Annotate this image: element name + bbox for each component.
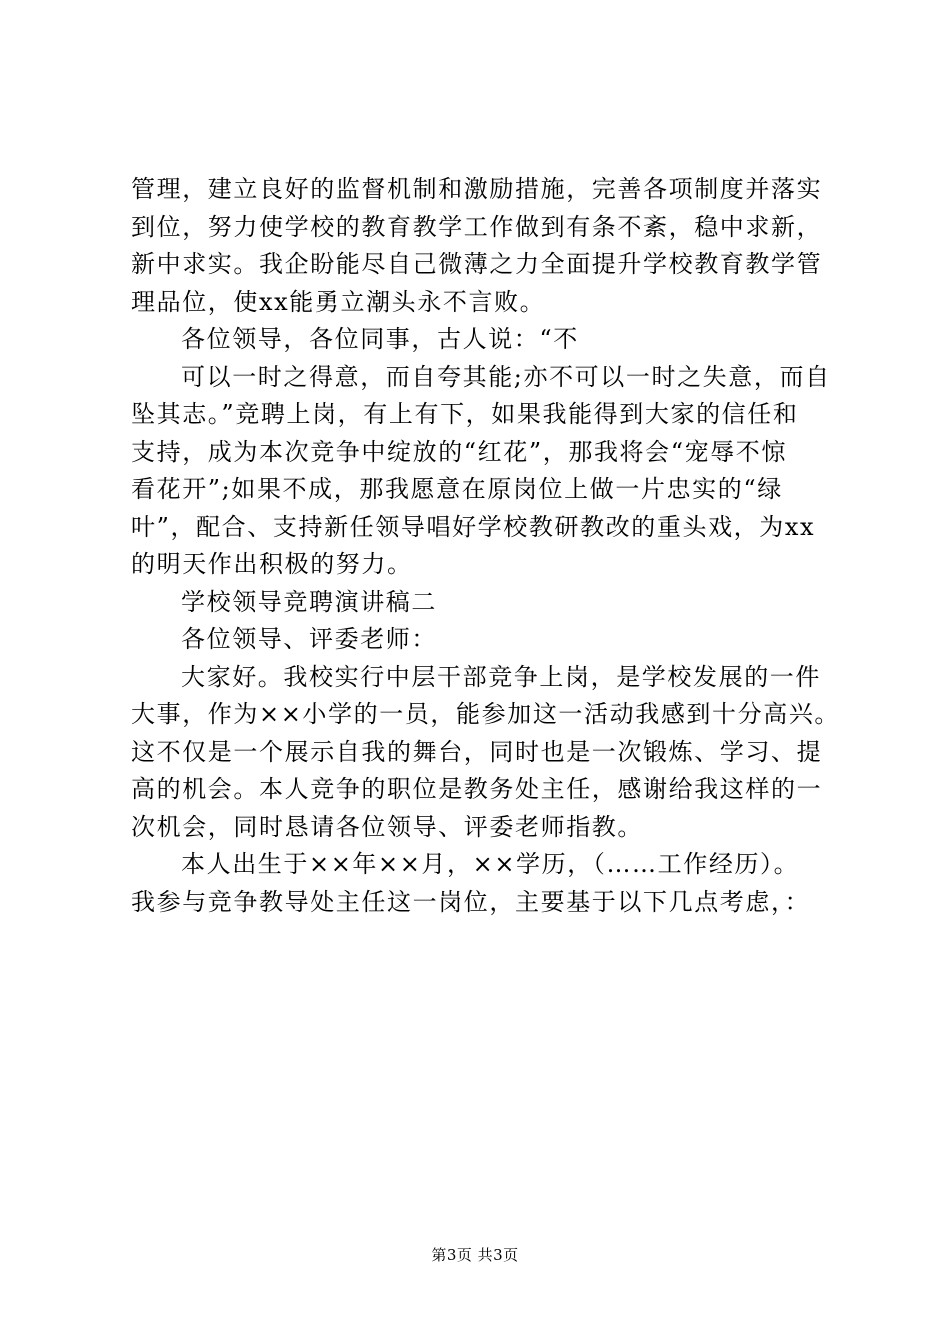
- text-line: 各位领导，各位同事，古人说：“不: [181, 325, 579, 353]
- page-number-footer: 第3页 共3页: [431, 1246, 519, 1264]
- text-line: 本人出生于××年××月，××学历，（……工作经历）。: [181, 850, 800, 878]
- text-line: 次机会，同时恳请各位领导、评委老师指教。: [131, 812, 643, 841]
- text-line: 的明天作出积极的努力。: [131, 550, 413, 578]
- section-heading: 学校领导竞聘演讲稿二: [181, 587, 437, 616]
- document-body: [131, 171, 841, 921]
- text-line: 高的机会。本人竞争的职位是教务处主任，感谢给我这样的一: [131, 775, 823, 803]
- text-line: 新中求实。我企盼能尽自己微薄之力全面提升学校教育教学管: [131, 250, 823, 278]
- salutation: 各位领导、评委老师：: [181, 625, 437, 653]
- text-line: 大事，作为××小学的一员，能参加这一活动我感到十分高兴。: [131, 700, 841, 728]
- text-line: 叶”，配合、支持新任领导唱好学校教研教改的重头戏，为xx: [131, 512, 816, 541]
- text-line: 到位，努力使学校的教育教学工作做到有条不紊，稳中求新，: [131, 212, 823, 241]
- text-line: 看花开”;如果不成，那我愿意在原岗位上做一片忠实的“绿: [131, 475, 783, 503]
- text-line: 坠其志。”竞聘上岗，有上有下，如果我能得到大家的信任和: [131, 400, 799, 428]
- text-line: 支持，成为本次竞争中绽放的“红花”，那我将会“宠辱不惊: [131, 437, 788, 466]
- text-line: 大家好。我校实行中层干部竞争上岗，是学校发展的一件: [181, 662, 821, 691]
- text-line: 可以一时之得意，而自夸其能;亦不可以一时之失意，而自: [181, 362, 831, 391]
- text-line: 理品位，使xx能勇立潮头永不言败。: [131, 287, 546, 316]
- text-line: 管理，建立良好的监督机制和激励措施，完善各项制度并落实: [131, 175, 823, 203]
- text-line: 这不仅是一个展示自我的舞台，同时也是一次锻炼、学习、提: [131, 737, 823, 766]
- text-line: 我参与竞争教导处主任这一岗位，主要基于以下几点考虑，：: [131, 887, 811, 916]
